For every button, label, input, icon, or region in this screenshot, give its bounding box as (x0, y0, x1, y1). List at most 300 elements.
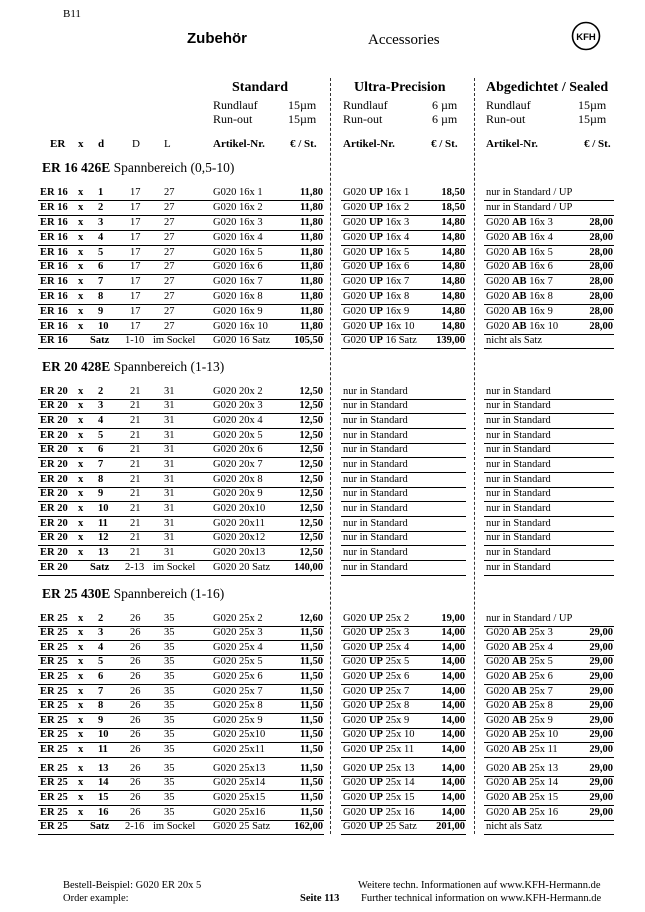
ab-article-cell-prefix: nicht als Satz (486, 821, 542, 832)
ab-article-cell (486, 531, 551, 546)
ab-article-cell (486, 201, 572, 216)
price-cell: 11,50 (299, 715, 323, 726)
article-cell: G020 20x12 (213, 532, 266, 543)
up-price-cell: 139,00 (436, 335, 465, 346)
price-cell: 12,50 (299, 503, 323, 514)
ab-article-cell-size: 16x 5 (529, 247, 553, 258)
section-range: Spannbereich (0,5-10) (113, 160, 235, 175)
ab-article-cell (486, 517, 551, 532)
ab-price-cell: 29,00 (589, 700, 613, 711)
d-cell: 8 (98, 700, 104, 711)
x-cell: x (78, 715, 84, 726)
up-article-cell (343, 443, 408, 458)
ultra-column-title: Ultra-Precision (354, 80, 446, 95)
table-row (0, 487, 645, 502)
price-cell: 11,50 (299, 642, 323, 653)
ab-article-cell-prefix: nur in Standard (486, 444, 551, 455)
row-rule (341, 834, 466, 835)
up-article-cell-prefix: nur in Standard (343, 488, 408, 499)
up-article-cell-type: UP (368, 217, 383, 228)
x-cell: x (78, 202, 84, 213)
table-row (0, 320, 645, 335)
table-row (0, 201, 645, 216)
ab-article-cell-prefix: nur in Standard (486, 474, 551, 485)
ab-article-cell-prefix: nur in Standard (486, 547, 551, 558)
size-cell: ER 25 (40, 627, 68, 638)
up-article-cell-type: UP (368, 247, 383, 258)
outer-d-cell: 26 (130, 744, 141, 755)
price-cell: 12,50 (299, 400, 323, 411)
kfh-logo (571, 21, 601, 51)
outer-d-cell: 26 (130, 763, 141, 774)
up-article-cell-prefix: nur in Standard (343, 562, 408, 573)
article-cell: G020 25x 9 (213, 715, 263, 726)
article-cell: G020 20x13 (213, 547, 266, 558)
up-article-cell-type: UP (368, 321, 383, 332)
header-er: ER (50, 138, 66, 150)
up-article-cell (343, 320, 414, 335)
up-article-cell (343, 502, 408, 517)
ab-article-cell (486, 246, 553, 261)
table-row (0, 473, 645, 488)
outer-d-cell: 26 (130, 792, 141, 803)
up-article-cell (343, 531, 408, 546)
table-row (0, 216, 645, 231)
up-article-cell (343, 626, 409, 641)
ab-price-cell: 29,00 (589, 807, 613, 818)
up-article-cell-size: 25x 2 (385, 613, 410, 624)
size-cell: ER 16 (40, 247, 68, 258)
ab-article-cell-prefix: nur in Standard (486, 430, 551, 441)
ab-article-cell-type: AB (511, 656, 527, 667)
outer-d-cell: 17 (130, 217, 141, 228)
ab-article-cell-type: AB (511, 700, 527, 711)
up-article-cell-type: UP (368, 700, 383, 711)
sealed-spec2-value: 15µm (578, 112, 607, 126)
x-cell: x (78, 261, 84, 272)
length-cell: 31 (164, 386, 175, 397)
ab-price-cell: 28,00 (589, 306, 613, 317)
sealed-spec2-label: Run-out (486, 112, 526, 126)
price-cell: 11,50 (299, 744, 323, 755)
x-cell: x (78, 459, 84, 470)
up-article-cell-type: UP (368, 291, 383, 302)
d-cell: 7 (98, 459, 104, 470)
up-article-cell-size: 25x 3 (385, 627, 410, 638)
ab-article-cell-prefix: nur in Standard (486, 386, 551, 397)
up-price-cell: 14,00 (441, 642, 465, 653)
table-row (0, 626, 645, 641)
up-article-cell-prefix: G020 (343, 700, 367, 711)
ab-article-cell (486, 260, 553, 275)
article-cell: G020 20x 5 (213, 430, 263, 441)
ab-article-cell-type: AB (511, 276, 527, 287)
ab-article-cell-prefix: nur in Standard (486, 518, 551, 529)
ab-price-cell: 29,00 (589, 715, 613, 726)
up-article-cell-prefix: nur in Standard (343, 444, 408, 455)
ab-article-cell (486, 728, 558, 743)
table-row (0, 186, 645, 201)
ab-article-cell-prefix: nur in Standard (486, 488, 551, 499)
table-row (0, 458, 645, 473)
x-cell: x (78, 700, 84, 711)
up-article-cell (343, 458, 408, 473)
x-cell: x (78, 386, 84, 397)
up-price-cell: 18,50 (441, 187, 465, 198)
length-cell: 31 (164, 518, 175, 529)
sealed-column-title: Abgedichtet / Sealed (486, 80, 609, 95)
x-cell: x (78, 763, 84, 774)
outer-d-cell: 26 (130, 613, 141, 624)
price-cell: 12,50 (299, 532, 323, 543)
size-cell: ER 16 (40, 335, 68, 346)
d-cell: 7 (98, 276, 104, 287)
x-cell: x (78, 321, 84, 332)
socket-cell: im Sockel (153, 562, 196, 573)
size-cell: ER 16 (40, 261, 68, 272)
up-article-cell-prefix: G020 (343, 792, 367, 803)
ab-article-cell-size: 16x 7 (529, 276, 553, 287)
ab-price-cell: 29,00 (589, 671, 613, 682)
up-price-cell: 18,50 (441, 202, 465, 213)
header-price-ab: € / St. (584, 138, 611, 150)
size-cell: ER 20 (40, 400, 68, 411)
up-article-cell-size: 25 Satz (385, 821, 417, 832)
up-price-cell: 14,80 (441, 217, 465, 228)
outer-d-cell: 21 (130, 474, 141, 485)
ab-article-cell-size: 25x 15 (529, 792, 559, 803)
ab-article-cell-type: AB (511, 247, 527, 258)
outer-d-cell: 21 (130, 547, 141, 558)
ab-article-cell-size: 25x 5 (529, 656, 553, 667)
ab-article-cell (486, 743, 558, 758)
row-rule (38, 757, 324, 758)
up-article-cell (343, 186, 409, 201)
ab-article-cell-size: 25x 8 (529, 700, 553, 711)
up-article-cell-type: UP (368, 821, 383, 832)
up-article-cell-size: 16x 5 (385, 247, 410, 258)
ab-price-cell: 28,00 (589, 276, 613, 287)
standard-column-title: Standard (232, 80, 289, 95)
up-article-cell-prefix: G020 (343, 202, 367, 213)
length-cell: 27 (164, 306, 175, 317)
outer-d-cell: 26 (130, 686, 141, 697)
up-article-cell-size: 25x 8 (385, 700, 410, 711)
row-rule (484, 757, 614, 758)
up-article-cell-prefix: G020 (343, 627, 367, 638)
outer-d-cell: 21 (130, 518, 141, 529)
size-cell: ER 16 (40, 187, 68, 198)
up-article-cell-size: 16x 8 (385, 291, 410, 302)
size-cell: ER 25 (40, 715, 68, 726)
d-cell: 10 (98, 321, 109, 332)
size-cell: ER 20 (40, 503, 68, 514)
size-cell: ER 25 (40, 729, 68, 740)
ab-article-cell (486, 385, 551, 400)
length-cell: 27 (164, 187, 175, 198)
price-cell: 12,50 (299, 547, 323, 558)
ab-article-cell-type: AB (511, 232, 527, 243)
ab-article-cell-prefix: nur in Standard (486, 532, 551, 543)
ab-article-cell-size: 25x 6 (529, 671, 553, 682)
up-article-cell (343, 561, 408, 576)
table-row (0, 414, 645, 429)
up-price-cell: 14,80 (441, 247, 465, 258)
ab-article-cell (486, 186, 572, 201)
d-cell: 3 (98, 627, 104, 638)
up-article-cell-type: UP (368, 335, 383, 346)
article-cell: G020 25x10 (213, 729, 266, 740)
x-cell: x (78, 291, 84, 302)
ab-article-cell-type: AB (511, 729, 527, 740)
up-article-cell (343, 429, 408, 444)
up-article-cell-type: UP (368, 187, 383, 198)
length-cell: 27 (164, 217, 175, 228)
outer-d-cell: 26 (130, 642, 141, 653)
up-article-cell (343, 399, 408, 414)
length-cell: 35 (164, 671, 175, 682)
article-cell: G020 20x11 (213, 518, 265, 529)
ab-price-cell: 29,00 (589, 642, 613, 653)
outer-d-cell: 17 (130, 202, 141, 213)
up-article-cell (343, 275, 409, 290)
standard-spec1-label: Rundlauf (213, 98, 258, 112)
table-row (0, 502, 645, 517)
size-cell: ER 25 (40, 744, 68, 755)
article-cell: G020 16x 7 (213, 276, 263, 287)
up-article-cell-type: UP (368, 686, 383, 697)
x-cell: x (78, 276, 84, 287)
x-cell: x (78, 444, 84, 455)
up-article-cell-type: UP (368, 671, 383, 682)
x-cell: x (78, 656, 84, 667)
up-article-cell (343, 414, 408, 429)
price-cell: 11,50 (299, 729, 323, 740)
up-article-cell (343, 290, 409, 305)
ab-article-cell-size: 25x 7 (529, 686, 553, 697)
up-article-cell-prefix: G020 (343, 686, 367, 697)
price-cell: 12,50 (299, 386, 323, 397)
ab-article-cell (486, 458, 551, 473)
up-price-cell: 14,80 (441, 261, 465, 272)
d-cell: 6 (98, 444, 104, 455)
ab-price-cell: 29,00 (589, 792, 613, 803)
d-cell: 16 (98, 807, 109, 818)
ab-price-cell: 28,00 (589, 247, 613, 258)
article-cell: G020 25x 7 (213, 686, 263, 697)
up-article-cell (343, 246, 409, 261)
table-row (0, 275, 645, 290)
length-cell: 35 (164, 763, 175, 774)
ab-article-cell-size: 16x 9 (529, 306, 553, 317)
article-cell: G020 16 Satz (213, 335, 271, 346)
size-cell: ER 16 (40, 321, 68, 332)
ab-article-cell-prefix: G020 (486, 744, 510, 755)
up-article-cell-size: 25x 15 (385, 792, 415, 803)
x-cell: x (78, 613, 84, 624)
price-cell: 11,80 (299, 276, 323, 287)
price-cell: 105,50 (294, 335, 323, 346)
ab-article-cell-prefix: G020 (486, 217, 510, 228)
ab-article-cell-size: 25x 14 (529, 777, 559, 788)
page-title-de: Zubehör (187, 30, 247, 47)
up-price-cell: 14,00 (441, 671, 465, 682)
up-article-cell-type: UP (368, 715, 383, 726)
up-article-cell-size: 16x 9 (385, 306, 410, 317)
row-rule (484, 348, 614, 349)
table-row-set (0, 820, 645, 835)
ab-article-cell (486, 414, 551, 429)
up-article-cell-size: 16x 3 (385, 217, 410, 228)
ab-article-cell-prefix: G020 (486, 306, 510, 317)
ab-article-cell (486, 699, 553, 714)
up-article-cell-size: 16x 2 (385, 202, 410, 213)
length-cell: 35 (164, 686, 175, 697)
up-article-cell-size: 25x 13 (385, 763, 415, 774)
ab-article-cell-type: AB (511, 627, 527, 638)
page-number: Seite 113 (300, 893, 340, 904)
header-article: Artikel-Nr. (213, 138, 265, 150)
price-cell: 12,50 (299, 488, 323, 499)
ab-article-cell-prefix: G020 (486, 232, 510, 243)
table-row (0, 762, 645, 777)
article-cell: G020 20x 2 (213, 386, 263, 397)
outer-d-cell: 17 (130, 321, 141, 332)
x-cell: x (78, 642, 84, 653)
ab-article-cell-type: AB (511, 792, 527, 803)
ab-article-cell-prefix: G020 (486, 656, 510, 667)
d-cell: 4 (98, 232, 104, 243)
up-article-cell-size: 16x 6 (385, 261, 410, 272)
ab-price-cell: 29,00 (589, 744, 613, 755)
up-article-cell (343, 776, 414, 791)
length-cell: 27 (164, 261, 175, 272)
row-rule (484, 834, 614, 835)
page-code: B11 (63, 8, 81, 20)
ab-article-cell (486, 714, 553, 729)
up-price-cell: 14,00 (441, 700, 465, 711)
ab-article-cell (486, 655, 553, 670)
up-article-cell-size: 16x 4 (385, 232, 410, 243)
price-cell: 11,80 (299, 261, 323, 272)
d-cell: 9 (98, 306, 104, 317)
up-article-cell-prefix: G020 (343, 217, 367, 228)
up-article-cell (343, 305, 409, 320)
article-cell: G020 25x11 (213, 744, 265, 755)
ab-article-cell-type: AB (511, 217, 527, 228)
outer-d-cell: 26 (130, 715, 141, 726)
ab-article-cell (486, 670, 553, 685)
price-cell: 162,00 (294, 821, 323, 832)
row-rule (38, 575, 324, 576)
up-article-cell-size: 25x 4 (385, 642, 410, 653)
ab-article-cell-size: 25x 11 (529, 744, 558, 755)
order-example-en: Order example: (63, 893, 129, 904)
ab-price-cell: 29,00 (589, 777, 613, 788)
d-cell: 11 (98, 744, 108, 755)
up-article-cell (343, 670, 409, 685)
up-article-cell-type: UP (368, 642, 383, 653)
article-cell: G020 25 Satz (213, 821, 271, 832)
length-cell: 31 (164, 444, 175, 455)
section-label: ER 25 (42, 586, 78, 601)
d-cell: 2 (98, 386, 104, 397)
price-cell: 11,80 (299, 217, 323, 228)
header-price-up: € / St. (431, 138, 458, 150)
up-article-cell-size: 25x 14 (385, 777, 415, 788)
size-cell: ER 20 (40, 386, 68, 397)
price-cell: 11,50 (299, 656, 323, 667)
article-cell: G020 20x10 (213, 503, 266, 514)
x-cell: x (78, 729, 84, 740)
ab-article-cell (486, 334, 542, 349)
ab-article-cell-size: 16x 3 (529, 217, 553, 228)
outer-d-cell: 17 (130, 232, 141, 243)
outer-d-cell: 26 (130, 671, 141, 682)
size-cell: ER 16 (40, 306, 68, 317)
up-article-cell-prefix: G020 (343, 291, 367, 302)
row-rule (341, 757, 466, 758)
up-article-cell-type: UP (368, 729, 383, 740)
table-row (0, 776, 645, 791)
row-rule (484, 575, 614, 576)
length-cell: 35 (164, 642, 175, 653)
up-price-cell: 201,00 (436, 821, 465, 832)
length-cell: 31 (164, 503, 175, 514)
article-cell: G020 20x 8 (213, 474, 263, 485)
ab-article-cell-prefix: nicht als Satz (486, 335, 542, 346)
up-article-cell-prefix: G020 (343, 821, 367, 832)
table-row (0, 670, 645, 685)
table-row (0, 791, 645, 806)
section-code: 430E (81, 586, 111, 601)
article-cell: G020 20x 7 (213, 459, 263, 470)
logo-text: KFH (576, 32, 596, 43)
ab-article-cell-type: AB (511, 777, 527, 788)
outer-d-cell: 21 (130, 444, 141, 455)
ab-price-cell: 28,00 (589, 321, 613, 332)
price-cell: 11,80 (299, 247, 323, 258)
footer-info-de: Weitere techn. Informationen auf www.KFH-Hermann.de (358, 880, 601, 891)
price-cell: 12,60 (299, 613, 323, 624)
length-cell: 27 (164, 232, 175, 243)
ab-article-cell (486, 820, 542, 835)
ab-article-cell (486, 487, 551, 502)
section-range: Spannbereich (1-16) (113, 586, 225, 601)
size-cell: ER 20 (40, 430, 68, 441)
up-article-cell-prefix: G020 (343, 656, 367, 667)
outer-d-cell: 21 (130, 400, 141, 411)
size-cell: ER 16 (40, 232, 68, 243)
d-cell: 11 (98, 518, 108, 529)
x-cell: x (78, 217, 84, 228)
x-cell: x (78, 532, 84, 543)
size-cell: ER 16 (40, 217, 68, 228)
section-heading (42, 160, 234, 176)
up-article-cell-type: UP (368, 276, 383, 287)
row-rule (38, 834, 324, 835)
d-cell: 9 (98, 715, 104, 726)
ab-article-cell (486, 791, 558, 806)
d-cell: 14 (98, 777, 109, 788)
up-article-cell-size: 25x 5 (385, 656, 410, 667)
d-cell: 3 (98, 217, 104, 228)
article-cell: G020 16x 4 (213, 232, 263, 243)
ab-article-cell (486, 320, 558, 335)
ab-article-cell (486, 473, 551, 488)
article-cell: G020 25x 6 (213, 671, 263, 682)
size-cell: ER 25 (40, 671, 68, 682)
